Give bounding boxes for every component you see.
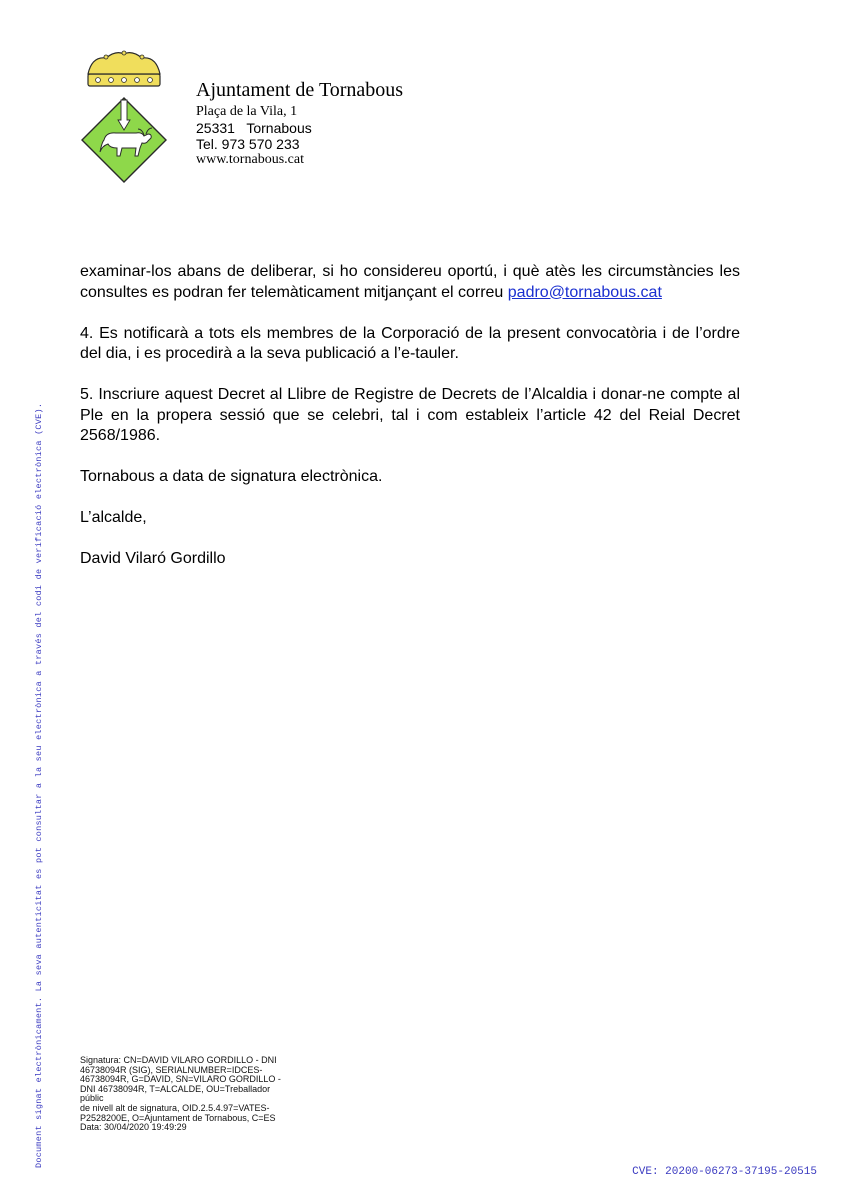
letterhead (196, 80, 403, 168)
closing-line: Tornabous a data de signatura electrònica. (80, 468, 383, 485)
institution-phone: Tel. 973 570 233 (196, 136, 300, 152)
signer-role: L’alcalde, (80, 509, 147, 526)
institution-address: Plaça de la Vila, 1 (196, 104, 298, 119)
document-body (80, 262, 740, 590)
signer-name: David Vilaró Gordillo (80, 550, 226, 567)
email-link[interactable]: padro@tornabous.cat (507, 283, 662, 301)
paragraph-consultation-text: examinar-los abans de deliberar, si ho considereu oportú, i què atès les circumstàncies les consultes es podran fer telemàticament mitjançant el correu (80, 263, 740, 301)
verification-side-note: Document signat electrònicament. La seva autenticitat es pot consultar a la seu electrònica a través del codi de verificació electrònica (CVE). (34, 402, 44, 1168)
paragraph-consultation (80, 262, 740, 303)
institution-postal: 25331 Tornabous (196, 120, 312, 136)
cve-code: CVE: 20200-06273-37195-20515 (632, 1166, 817, 1178)
municipal-crest (78, 48, 170, 188)
paragraph-item-4: 4. Es notificarà a tots els membres de la Corporació de la present convocatòria i de l’ordre del dia, i es procedirà a la seva publicació a l’e-tauler. (80, 324, 740, 362)
institution-website: www.tornabous.cat (196, 152, 304, 167)
institution-name: Ajuntament de Tornabous (196, 79, 404, 101)
paragraph-item-5: 5. Inscriure aquest Decret al Llibre de Registre de Decrets de l’Alcaldia i donar-ne compte al Ple en la propera sessió que se celebri, tal i com estableix l’article 42 del Reial Decret 2568/1986. (80, 386, 740, 444)
coat-of-arms-icon (78, 48, 170, 188)
digital-signature-block: Signatura: CN=DAVID VILARO GORDILLO - DNI 46738094R (SIG), SERIALNUMBER=IDCES- 46738094R, G=DAVID, SN=VILARO GORDILLO - DNI 46738094R, T=ALCALDE, OU=Treballador públic de nivell alt de signatura, OID.2.5.4.97=VATES- P2528200E, O=Ajuntament de Tornabous, C=ES Data: 30/04/2020 19:49:29 (80, 1055, 281, 1133)
